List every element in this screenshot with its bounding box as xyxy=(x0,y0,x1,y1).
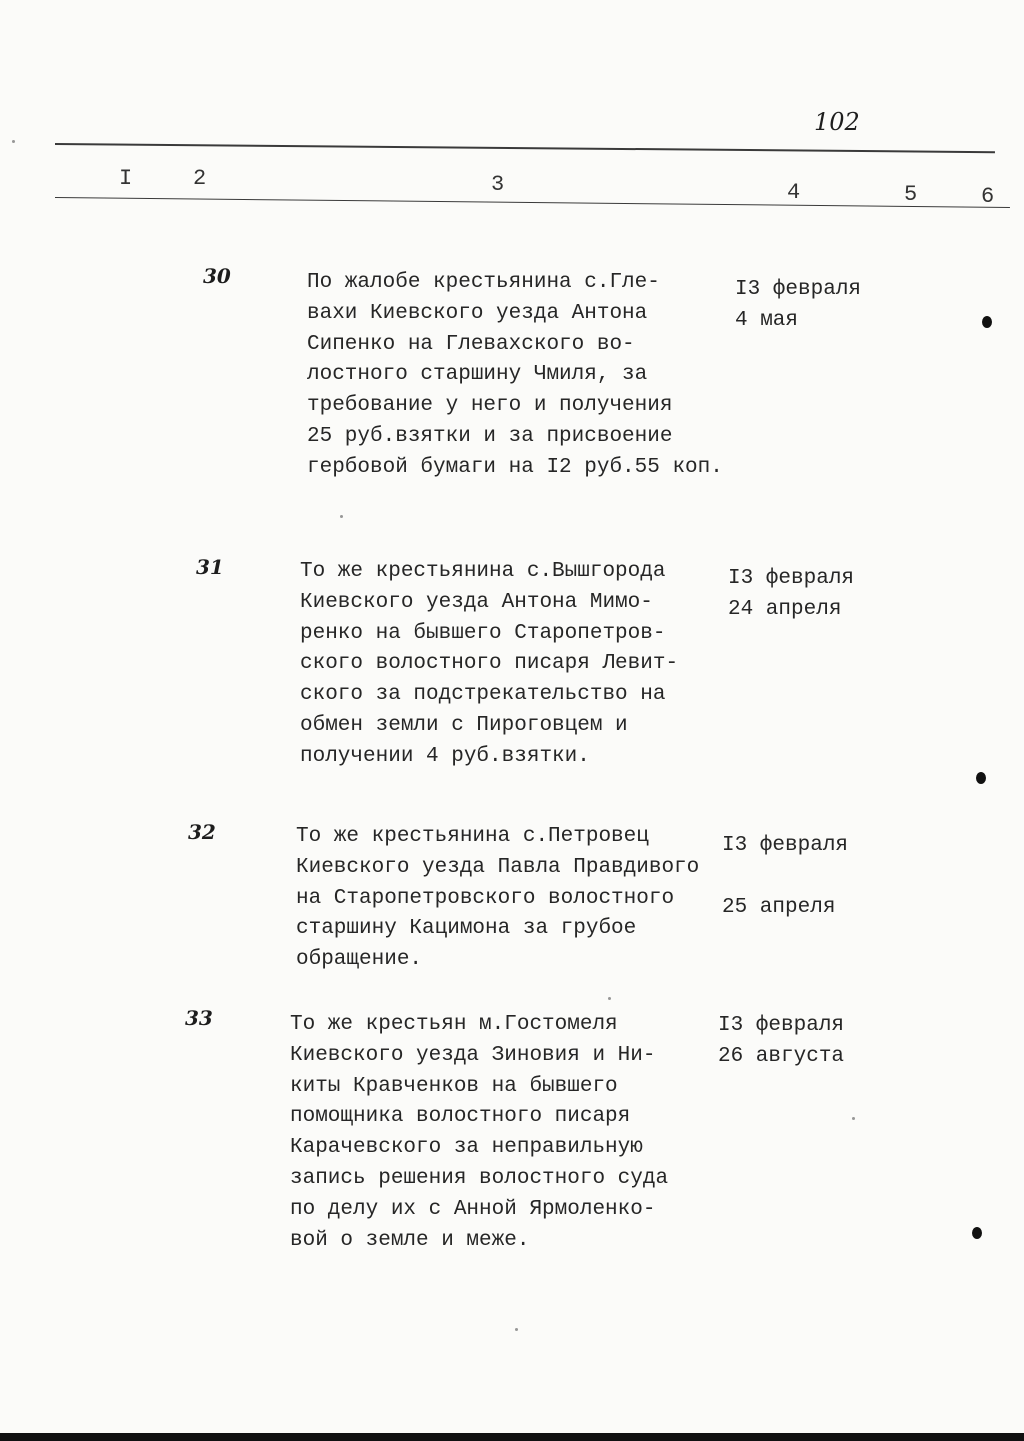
entry-number: 33 xyxy=(185,1006,213,1030)
speck xyxy=(12,140,15,143)
margin-mark xyxy=(982,316,992,328)
entry-number: 30 xyxy=(203,264,231,288)
entry-description: То же крестьян м.Гостомеля Киевского уезда Зиновия и Ни- киты Кравченков на бывшего помощника волостного писаря Карачевского за неправильную запись решения волостного суда по делу их с Анной Ярмоленко- вой о земле и меже. xyxy=(290,1013,669,1252)
column-header-4: 4 xyxy=(787,180,801,205)
column-header-2: 2 xyxy=(193,166,207,191)
entry-number: 32 xyxy=(188,820,216,844)
entry-dates: I3 февраля 26 августа xyxy=(718,1014,845,1068)
header-rule-top xyxy=(55,143,995,153)
column-header-3: 3 xyxy=(491,172,505,197)
page-number: 102 xyxy=(814,108,860,136)
column-header-1: I xyxy=(119,166,133,191)
entry-number: 31 xyxy=(196,555,224,579)
margin-mark xyxy=(972,1227,982,1239)
entry-dates: I3 февраля 25 апреля xyxy=(722,834,849,919)
scan-bottom-edge xyxy=(0,1433,1024,1441)
column-header-5: 5 xyxy=(904,182,918,207)
header-rule-bottom xyxy=(55,197,1010,208)
speck xyxy=(608,997,611,1000)
entry-dates: I3 февраля 4 мая xyxy=(735,278,862,332)
entry-description: То же крестьянина с.Петровец Киевского уезда Павла Правдивого на Старопетровского волостного старшину Кацимона за грубое обращение. xyxy=(296,825,700,972)
speck xyxy=(852,1117,855,1120)
speck xyxy=(340,515,343,518)
speck xyxy=(515,1328,518,1331)
entry-description: То же крестьянина с.Вышгорода Киевского уезда Антона Мимо- ренко на бывшего Старопетров- ского волостного писаря Левит- ского за подстрекательство на обмен земли с Пироговцем и получении 4 руб.взятки. xyxy=(300,560,679,768)
column-header-6: 6 xyxy=(981,184,995,209)
entry-dates: I3 февраля 24 апреля xyxy=(728,567,855,621)
entry-description: По жалобе крестьянина с.Гле- вахи Киевского уезда Антона Сипенко на Глевахского во- лостного старшину Чмиля, за требование у него и получения 25 руб.взятки и за присвоение гербовой бумаги на I2 руб.55 коп. xyxy=(307,271,723,479)
margin-mark xyxy=(976,772,986,784)
